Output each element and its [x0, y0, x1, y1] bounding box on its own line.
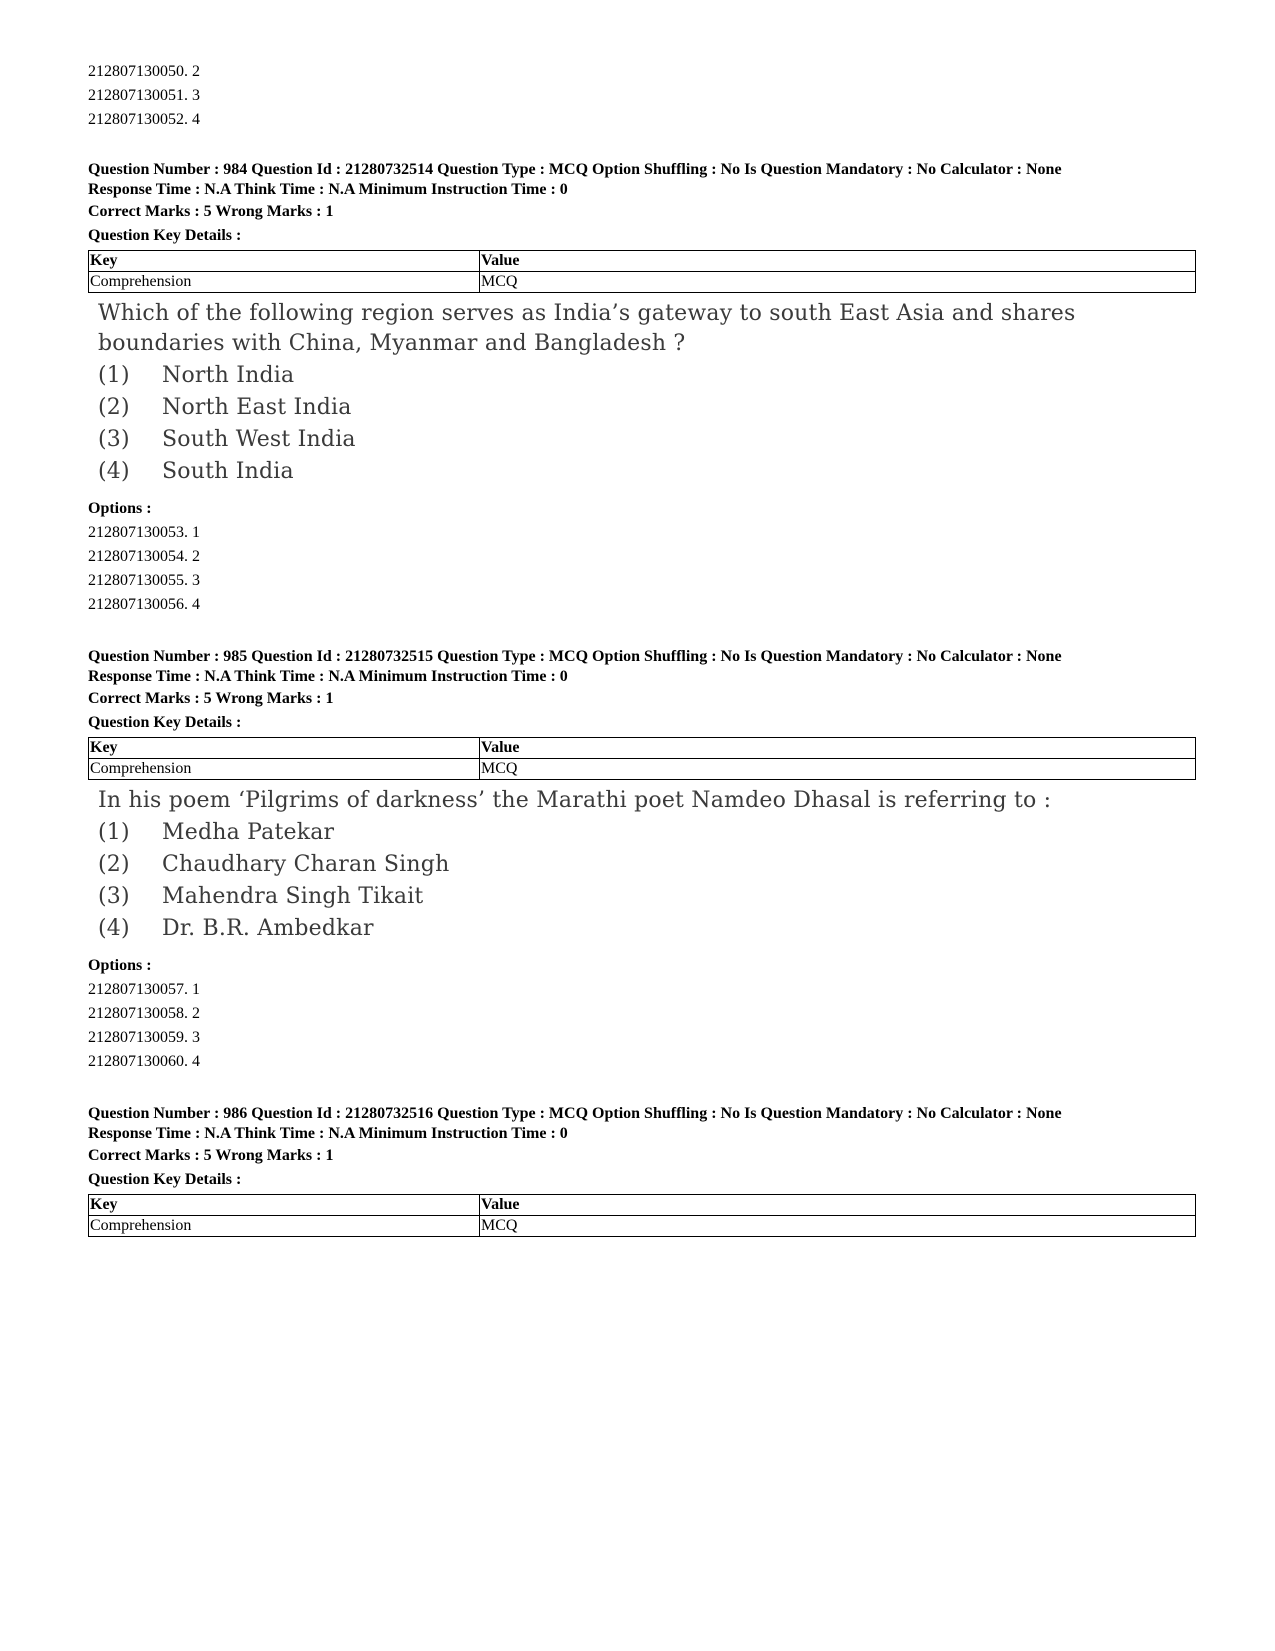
- table-header-value: Value: [480, 251, 1196, 272]
- option-line: 212807130054. 2: [88, 548, 200, 565]
- choice-number: (4): [98, 916, 130, 941]
- key-details-table: [88, 737, 1196, 780]
- choice-number: (1): [98, 820, 130, 845]
- choice-number: (2): [98, 852, 130, 877]
- choice-text: Dr. B.R. Ambedkar: [162, 916, 374, 941]
- option-line: 212807130055. 3: [88, 572, 200, 589]
- table-cell-value: MCQ: [480, 272, 1196, 293]
- option-line: 212807130060. 4: [88, 1053, 200, 1070]
- table-cell-key: Comprehension: [89, 759, 480, 780]
- question-timing: Response Time : N.A Think Time : N.A Minimum Instruction Time : 0: [88, 668, 568, 685]
- question-timing: Response Time : N.A Think Time : N.A Minimum Instruction Time : 0: [88, 1125, 568, 1142]
- choice-text: North India: [162, 363, 295, 388]
- question-block-985: [88, 647, 1196, 1074]
- table-header-value: Value: [480, 1195, 1196, 1216]
- top-options-list: [88, 60, 1196, 132]
- option-line: 212807130057. 1: [88, 981, 200, 998]
- choice-item: [98, 818, 1196, 848]
- question-stem: Which of the following region serves as India’s gateway to south East Asia and shares boundaries with China, Myanmar and Bangladesh ?: [98, 301, 1076, 356]
- question-text: [98, 786, 1196, 944]
- choice-item: [98, 361, 1196, 391]
- choice-number: (1): [98, 363, 130, 388]
- key-details-label: Question Key Details :: [88, 227, 242, 244]
- question-header: Question Number : 986 Question Id : 21280732516 Question Type : MCQ Option Shuffling : No Is Question Mandatory : No Calculator : None: [88, 1105, 1062, 1122]
- options-label: Options :: [88, 957, 152, 974]
- choice-item: [98, 425, 1196, 455]
- question-text: [98, 299, 1196, 487]
- table-header-key: Key: [89, 251, 480, 272]
- option-line: 212807130050. 2: [88, 63, 200, 80]
- choice-number: (2): [98, 395, 130, 420]
- option-line: 212807130052. 4: [88, 111, 200, 128]
- table-header-key: Key: [89, 1195, 480, 1216]
- question-block-986: [88, 1104, 1196, 1237]
- choice-item: [98, 850, 1196, 880]
- table-header-key: Key: [89, 738, 480, 759]
- question-block-984: [88, 160, 1196, 617]
- choice-text: Medha Patekar: [162, 820, 335, 845]
- key-details-table: [88, 1194, 1196, 1237]
- option-line: 212807130053. 1: [88, 524, 200, 541]
- table-cell-value: MCQ: [480, 759, 1196, 780]
- option-line: 212807130056. 4: [88, 596, 200, 613]
- choice-text: Mahendra Singh Tikait: [162, 884, 424, 909]
- choice-text: Chaudhary Charan Singh: [162, 852, 450, 877]
- question-stem: In his poem ‘Pilgrims of darkness’ the Marathi poet Namdeo Dhasal is referring to :: [98, 788, 1052, 813]
- question-header: Question Number : 984 Question Id : 21280732514 Question Type : MCQ Option Shuffling : No Is Question Mandatory : No Calculator : None: [88, 161, 1062, 178]
- choice-item: [98, 882, 1196, 912]
- choice-item: [98, 393, 1196, 423]
- choice-number: (3): [98, 884, 130, 909]
- option-line: 212807130051. 3: [88, 87, 200, 104]
- question-marks: Correct Marks : 5 Wrong Marks : 1: [88, 690, 334, 707]
- key-details-label: Question Key Details :: [88, 1171, 242, 1188]
- choice-number: (3): [98, 427, 130, 452]
- option-line: 212807130059. 3: [88, 1029, 200, 1046]
- choice-item: [98, 457, 1196, 487]
- choice-text: South West India: [162, 427, 356, 452]
- key-details-table: [88, 250, 1196, 293]
- options-label: Options :: [88, 500, 152, 517]
- question-marks: Correct Marks : 5 Wrong Marks : 1: [88, 1147, 334, 1164]
- choice-item: [98, 914, 1196, 944]
- document-page: [88, 60, 1196, 1237]
- table-cell-key: Comprehension: [89, 272, 480, 293]
- table-cell-key: Comprehension: [89, 1216, 480, 1237]
- choice-text: North East India: [162, 395, 352, 420]
- key-details-label: Question Key Details :: [88, 714, 242, 731]
- choice-number: (4): [98, 459, 130, 484]
- choice-text: South India: [162, 459, 294, 484]
- table-header-value: Value: [480, 738, 1196, 759]
- option-line: 212807130058. 2: [88, 1005, 200, 1022]
- question-header: Question Number : 985 Question Id : 21280732515 Question Type : MCQ Option Shuffling : No Is Question Mandatory : No Calculator : None: [88, 648, 1062, 665]
- table-cell-value: MCQ: [480, 1216, 1196, 1237]
- question-timing: Response Time : N.A Think Time : N.A Minimum Instruction Time : 0: [88, 181, 568, 198]
- question-marks: Correct Marks : 5 Wrong Marks : 1: [88, 203, 334, 220]
